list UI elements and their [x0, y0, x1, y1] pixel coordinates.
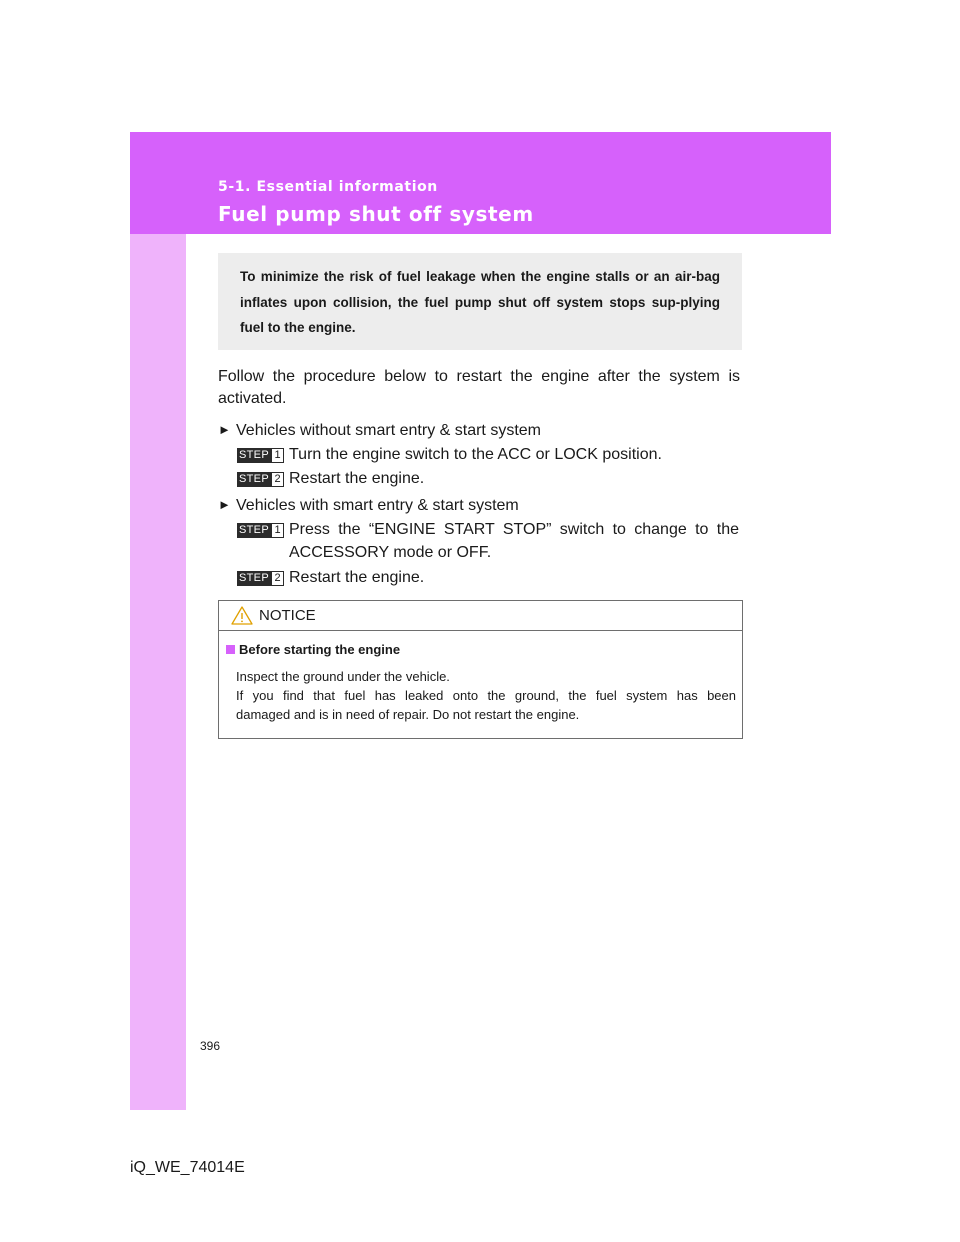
step-number: 1	[271, 523, 284, 538]
intro-box	[218, 253, 742, 350]
step-number: 2	[271, 472, 284, 487]
warning-triangle-icon	[231, 606, 253, 630]
step-text: Press the “ENGINE START STOP” switch to change to the	[289, 521, 739, 538]
notice-subheading-text: Before starting the engine	[239, 642, 401, 657]
notice-line: If you find that fuel has leaked onto the ground, the fuel system has been	[236, 688, 736, 703]
notice-line: Inspect the ground under the vehicle.	[236, 669, 450, 684]
document-code: iQ_WE_74014E	[130, 1159, 245, 1176]
section-label: 5-1. Essential information	[218, 179, 438, 195]
notice-line: damaged and is in need of repair. Do not restart the engine.	[236, 707, 580, 722]
group-heading-without-smart-entry	[218, 419, 541, 442]
notice-box	[218, 600, 743, 739]
right-pointer-arrow-icon: ►	[218, 422, 231, 437]
step-text: Restart the engine.	[289, 569, 425, 586]
step-badge-1	[237, 523, 284, 538]
notice-header	[219, 601, 742, 631]
intro-text: To minimize the risk of fuel leakage when the engine stalls or an air-bag inflates upon collision, the fuel pump shut off system stops sup-plying fuel to the engine.	[240, 269, 720, 335]
lead-paragraph: Follow the procedure below to restart the engine after the system is activated.	[218, 368, 740, 407]
step-text-continued: ACCESSORY mode or OFF.	[289, 544, 492, 561]
notice-body	[236, 667, 736, 724]
step-word: STEP	[237, 523, 271, 538]
square-bullet-icon	[226, 645, 235, 654]
group-heading-text: Vehicles without smart entry & start system	[236, 422, 541, 439]
step-word: STEP	[237, 448, 271, 463]
step-text: Turn the engine switch to the ACC or LOCK position.	[289, 446, 662, 463]
notice-subheading	[226, 642, 400, 657]
step-text: Restart the engine.	[289, 470, 425, 487]
group-heading-text: Vehicles with smart entry & start system	[236, 497, 519, 514]
step-word: STEP	[237, 571, 271, 586]
step-badge-2	[237, 571, 284, 586]
step-word: STEP	[237, 472, 271, 487]
step-number: 1	[271, 448, 284, 463]
group-heading-with-smart-entry	[218, 494, 519, 517]
page-number: 396	[200, 1039, 221, 1053]
step-number: 2	[271, 571, 284, 586]
step-badge-1	[237, 448, 284, 463]
right-pointer-arrow-icon: ►	[218, 497, 231, 512]
notice-label: NOTICE	[259, 607, 316, 624]
side-tab-bar	[130, 132, 186, 1110]
step-badge-2	[237, 472, 284, 487]
page-title: Fuel pump shut off system	[218, 202, 534, 226]
